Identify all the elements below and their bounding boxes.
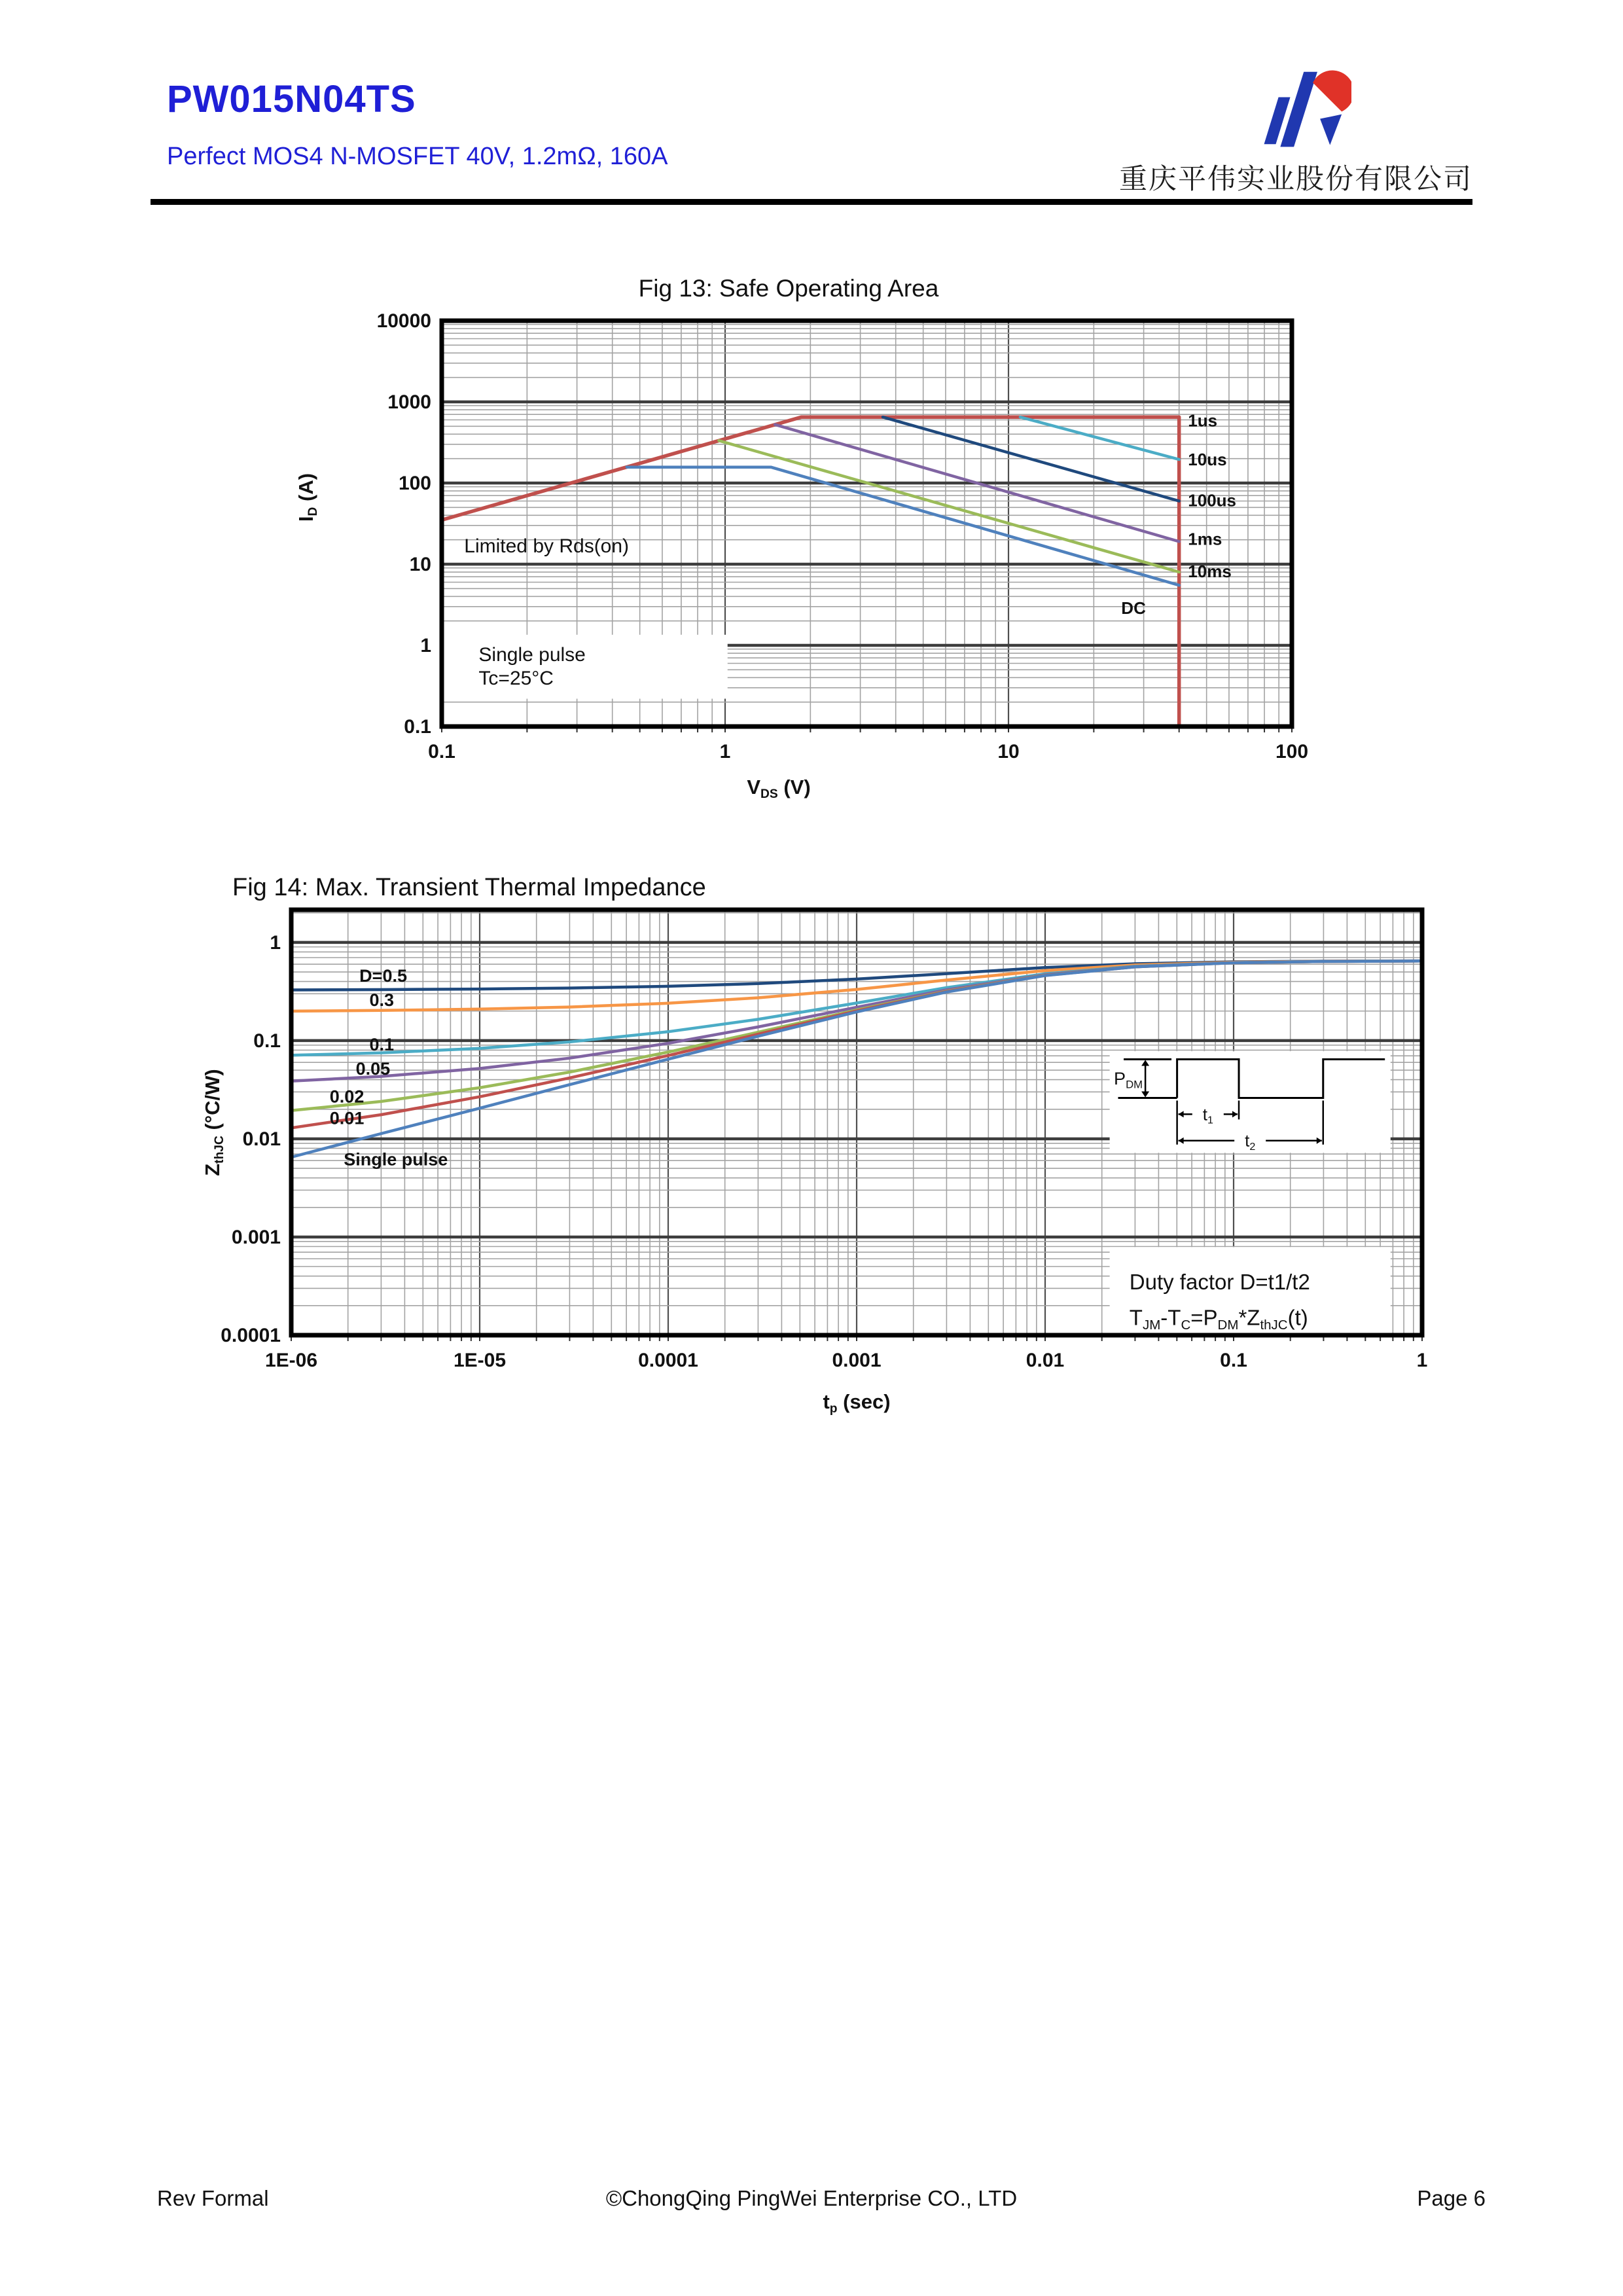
fig14-pulse-waveform-inset — [1110, 1051, 1391, 1153]
svg-text:0.001: 0.001 — [231, 1226, 281, 1248]
part-subtitle: Perfect MOS4 N-MOSFET 40V, 1.2mΩ, 160A — [167, 143, 668, 170]
svg-text:PDM: $P_{DM}$ — [1114, 1069, 1143, 1091]
svg-text:Single pulse: Single pulse — [478, 643, 586, 666]
svg-text:D=0.5: D=0.5 — [359, 965, 407, 986]
svg-text:0.01: 0.01 — [329, 1108, 365, 1128]
footer-copyright: ©ChongQing PingWei Enterprise CO., LTD — [605, 2186, 1018, 2210]
svg-text:0.1: 0.1 — [428, 741, 455, 762]
svg-text:10000: 10000 — [376, 310, 431, 332]
svg-text:1us: 1us — [1188, 410, 1218, 431]
footer-revision: Rev Formal — [157, 2186, 269, 2210]
svg-text:0.01: 0.01 — [1026, 1350, 1065, 1371]
company-name: 重庆平伟实业股份有限公司 — [1119, 164, 1472, 195]
svg-text:1E-06: 1E-06 — [264, 1350, 318, 1371]
svg-text:t2: $t_2$ — [1245, 1130, 1256, 1153]
svg-text:0.3: 0.3 — [369, 990, 395, 1011]
svg-text:0.02: 0.02 — [329, 1086, 365, 1107]
fig13-svg — [262, 259, 1387, 821]
svg-text:TJM-TC=PDM*ZthJC(t): TJM-TC=PDM*ZthJC(t) — [1129, 1305, 1308, 1333]
svg-text:tp (sec): $t_p$ (sec) — [823, 1390, 891, 1416]
svg-text:t1: $t_1$ — [1202, 1104, 1213, 1126]
company-logo-icon — [1260, 63, 1351, 153]
svg-text:1: 1 — [1416, 1350, 1428, 1371]
svg-text:10us: 10us — [1188, 450, 1227, 470]
svg-text:0.05: 0.05 — [355, 1058, 391, 1079]
svg-text:0.0001: 0.0001 — [221, 1325, 281, 1346]
svg-text:Duty factor D=t1/t2: Duty factor D=t1/t2 — [1129, 1269, 1310, 1294]
svg-text:ID (A): $I_D$ (A) — [294, 473, 321, 522]
fig14-transient-thermal-impedance-chart — [164, 844, 1479, 1437]
svg-text:1ms: 1ms — [1188, 529, 1222, 549]
svg-text:0.1: 0.1 — [369, 1034, 395, 1054]
svg-text:100us: 100us — [1188, 490, 1237, 511]
svg-text:0.1: 0.1 — [1220, 1350, 1247, 1371]
svg-text:0.1: 0.1 — [253, 1030, 281, 1052]
fig13-safe-operating-area-chart — [262, 259, 1387, 825]
svg-text:ZthJC (°C/W): $Z_{thJC}$ (°C/W) — [201, 1069, 227, 1176]
svg-text:DC: DC — [1121, 598, 1146, 618]
footer-page-number: Page 6 — [1417, 2186, 1486, 2210]
fig13-series-10ms — [719, 440, 1179, 572]
svg-text:VDS (V): $V_{DS}$ (V) — [747, 776, 811, 802]
svg-text:0.001: 0.001 — [832, 1350, 882, 1371]
svg-text:10ms: 10ms — [1188, 561, 1232, 581]
svg-text:0.01: 0.01 — [242, 1128, 281, 1150]
svg-text:10: 10 — [409, 554, 431, 575]
svg-text:1: 1 — [420, 635, 431, 656]
svg-text:0.0001: 0.0001 — [638, 1350, 698, 1371]
page-title: PW015N04TS — [167, 78, 416, 120]
svg-text:Limited by Rds(on): Limited by Rds(on) — [464, 535, 630, 557]
fig13-series-10us — [1020, 417, 1179, 459]
svg-text:100: 100 — [1275, 741, 1309, 762]
fig14-svg — [164, 844, 1479, 1433]
svg-text:1000: 1000 — [387, 391, 431, 413]
svg-text:Fig 13: Safe Operating Area: Fig 13: Safe Operating Area — [638, 275, 939, 302]
svg-text:1: 1 — [719, 741, 731, 762]
svg-text:10: 10 — [997, 741, 1020, 762]
svg-text:1E-05: 1E-05 — [453, 1350, 507, 1371]
header-divider — [151, 199, 1472, 205]
svg-text:Tc=25°C: Tc=25°C — [478, 667, 554, 689]
svg-text:0.1: 0.1 — [404, 716, 431, 738]
svg-text:1: 1 — [270, 931, 281, 954]
svg-text:Single pulse: Single pulse — [344, 1149, 448, 1170]
svg-text:100: 100 — [398, 473, 431, 494]
svg-text:Fig 14: Max. Transient Thermal: Fig 14: Max. Transient Thermal Impedance — [232, 874, 706, 901]
